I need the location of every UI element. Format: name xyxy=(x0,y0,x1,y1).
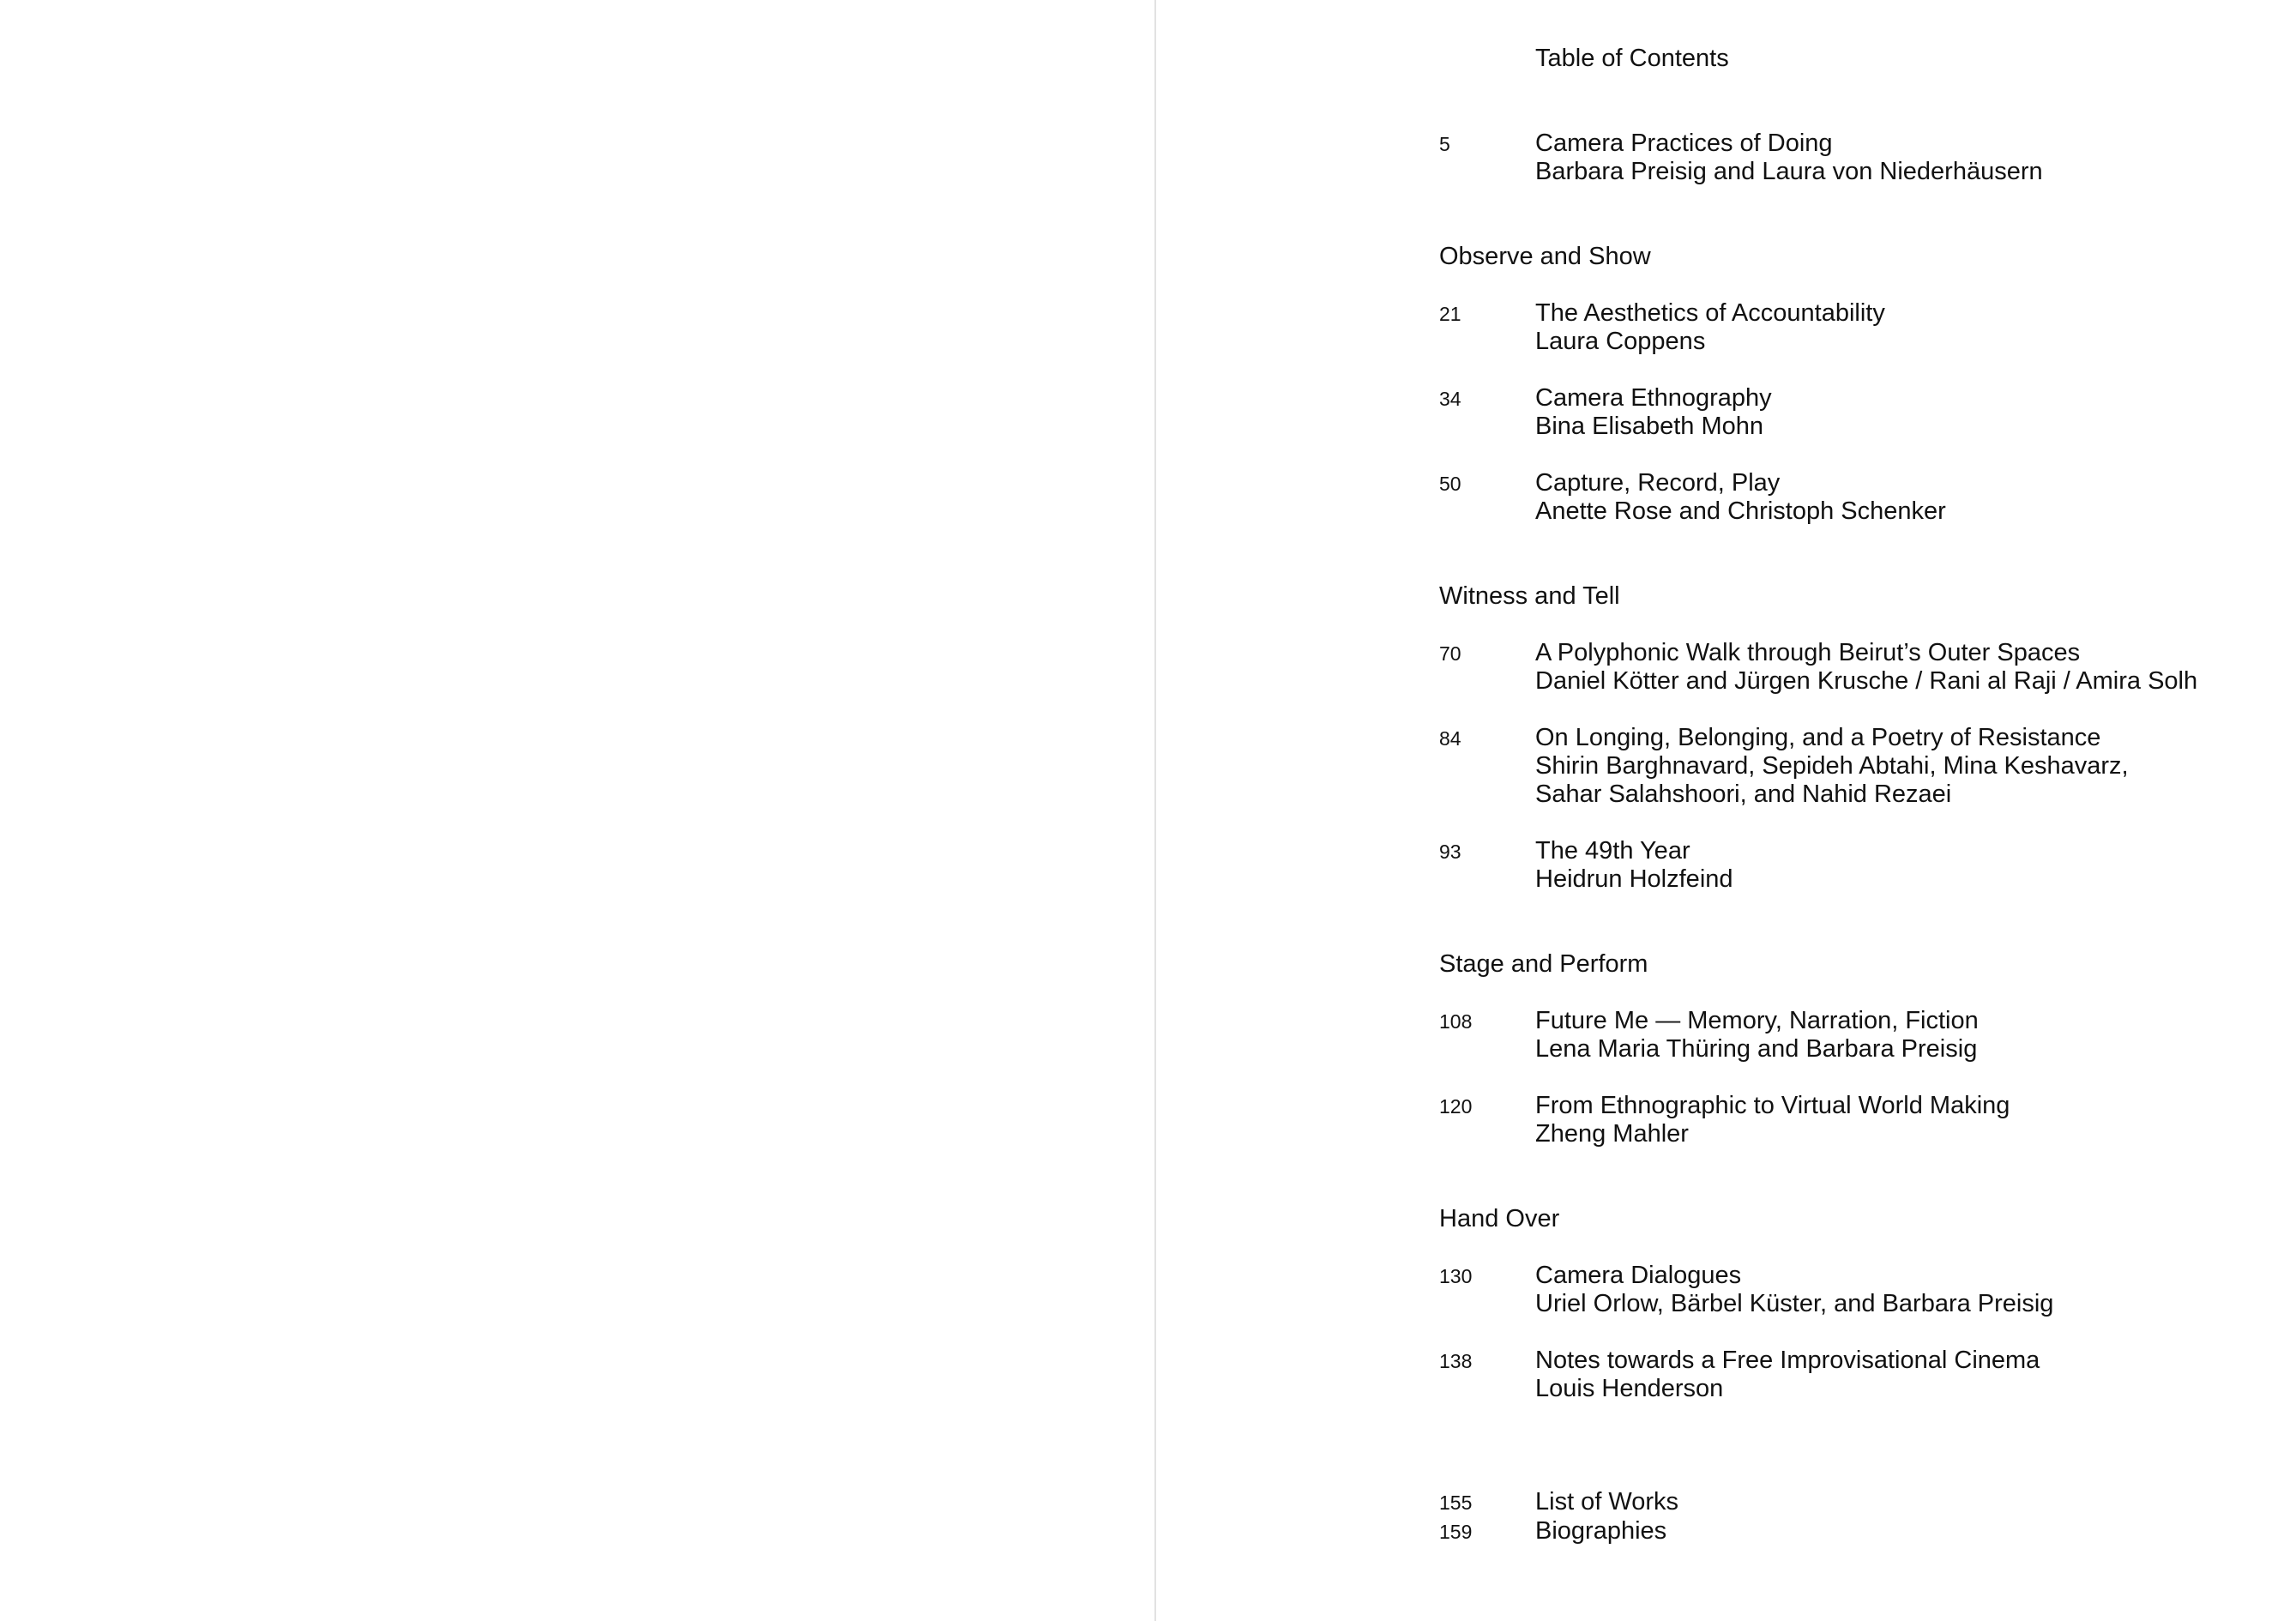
entry-author: Louis Henderson xyxy=(1535,1375,1724,1402)
toc-entry xyxy=(1439,639,2263,696)
entry-author: Shirin Barghnavard, Sepideh Abtahi, Mina Keshavarz, xyxy=(1535,752,2129,780)
entry-text xyxy=(1535,1007,1979,1064)
entry-title: Camera Dialogues xyxy=(1535,1262,1742,1289)
page-number: 84 xyxy=(1439,727,1461,750)
page-number: 34 xyxy=(1439,388,1461,410)
page-number: 5 xyxy=(1439,133,1450,155)
page-number: 108 xyxy=(1439,1010,1473,1033)
entry-text xyxy=(1535,299,1885,356)
entry-text xyxy=(1535,724,2129,809)
page-number: 70 xyxy=(1439,642,1461,665)
section-heading-observe-and-show: Observe and Show xyxy=(1439,243,1651,270)
toc-entry xyxy=(1439,384,2263,441)
page-number: 130 xyxy=(1439,1265,1473,1287)
entry-author: Zheng Mahler xyxy=(1535,1120,1689,1148)
toc-entry xyxy=(1439,1347,2263,1403)
entry-title: A Polyphonic Walk through Beirut’s Outer Spaces xyxy=(1535,639,2081,666)
entry-author-continued: Sahar Salahshoori, and Nahid Rezaei xyxy=(1535,780,1952,808)
toc-entry-list-of-works xyxy=(1439,1488,2263,1517)
toc-entry xyxy=(1439,469,2263,526)
entry-text xyxy=(1535,1347,2040,1403)
entry-title: Camera Practices of Doing xyxy=(1535,130,1833,157)
entry-text xyxy=(1535,1092,2010,1148)
toc-backmatter xyxy=(1439,1488,2263,1546)
entry-text xyxy=(1535,469,1946,526)
entry-title: Notes towards a Free Improvisational Cinema xyxy=(1535,1347,2040,1374)
toc-entry xyxy=(1439,1007,2263,1064)
entry-author: Laura Coppens xyxy=(1535,328,1706,355)
page-number: 50 xyxy=(1439,473,1461,495)
toc-entry xyxy=(1439,1262,2263,1318)
toc-entry xyxy=(1439,724,2263,809)
entry-title: On Longing, Belonging, and a Poetry of Resistance xyxy=(1535,724,2101,751)
entry-title: The 49th Year xyxy=(1535,837,1690,865)
entry-author: Lena Maria Thüring and Barbara Preisig xyxy=(1535,1035,1978,1063)
toc-entry xyxy=(1439,1092,2263,1148)
toc-title: Table of Contents xyxy=(1535,45,1729,72)
entry-author: Bina Elisabeth Mohn xyxy=(1535,413,1763,440)
entry-title: Capture, Record, Play xyxy=(1535,469,1781,497)
toc-entry xyxy=(1439,837,2263,894)
section-heading-stage-and-perform: Stage and Perform xyxy=(1439,950,1648,978)
entry-title: List of Works xyxy=(1535,1488,1679,1516)
table-of-contents xyxy=(1439,45,2263,1546)
entry-text xyxy=(1535,384,1772,441)
toc-entry xyxy=(1439,299,2263,356)
page-number: 21 xyxy=(1439,303,1461,325)
entry-title: Future Me — Memory, Narration, Fiction xyxy=(1535,1007,1979,1034)
page-number: 159 xyxy=(1439,1521,1473,1543)
entry-text xyxy=(1535,837,1733,894)
entry-author: Heidrun Holzfeind xyxy=(1535,865,1733,893)
entry-author: Daniel Kötter and Jürgen Krusche / Rani al Raji / Amira Solh xyxy=(1535,667,2198,695)
page-number: 93 xyxy=(1439,841,1461,863)
page-number: 138 xyxy=(1439,1350,1473,1372)
entry-author: Barbara Preisig and Laura von Niederhäusern xyxy=(1535,158,2043,185)
toc-entry-intro xyxy=(1439,130,2263,186)
section-heading-witness-and-tell: Witness and Tell xyxy=(1439,582,1620,610)
entry-title: Camera Ethnography xyxy=(1535,384,1772,412)
entry-text xyxy=(1535,1262,2053,1318)
entry-title: From Ethnographic to Virtual World Making xyxy=(1535,1092,2010,1119)
toc-entry-biographies xyxy=(1439,1517,2263,1546)
section-heading-hand-over: Hand Over xyxy=(1439,1205,1560,1232)
entry-title: Biographies xyxy=(1535,1517,1667,1545)
entry-text xyxy=(1535,130,2043,186)
entry-text xyxy=(1535,639,2197,696)
entry-title: The Aesthetics of Accountability xyxy=(1535,299,1885,327)
entry-author: Anette Rose and Christoph Schenker xyxy=(1535,497,1946,525)
entry-author: Uriel Orlow, Bärbel Küster, and Barbara Preisig xyxy=(1535,1290,2054,1317)
page-number: 155 xyxy=(1439,1491,1473,1514)
page-number: 120 xyxy=(1439,1095,1473,1118)
